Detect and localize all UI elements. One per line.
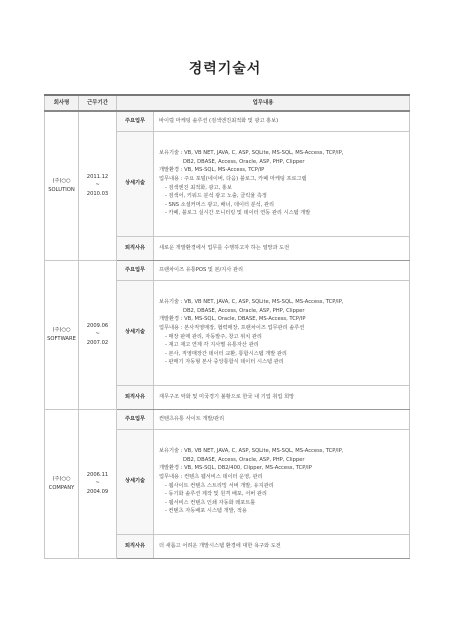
detail-line: - 컨텐츠 자동배포 시스템 개발, 적용 [165, 508, 247, 515]
detail-line: - 본사, 직영매장간 데이터 교환, 통합시스템 개발 관리 [165, 350, 287, 357]
work-period [79, 409, 117, 558]
detail-line: 업무내용 : 컨텐츠 웹서비스 데이터 운영, 관리 [159, 473, 263, 480]
detail-line: - 검색어, 키워드 분석 광고 노출, 클릭율 측정 [165, 193, 267, 200]
detail-line: DB2, DBASE, Access, Oracle, ASP, PHP, Clipper [183, 456, 305, 463]
detail-line: 개발환경 : VB, MS-SQL, DB2/400, Clipper, MS-Access, TCP/IP [159, 465, 312, 472]
company-name [45, 111, 79, 260]
detail-line: DB2, DBASE, Access, Oracle, ASP, PHP, Clipper [183, 158, 305, 165]
detail-line: 개발환경 : VB, MS-SQL, MS-Access, TCP/IP [159, 167, 265, 174]
detail-line: 보유기술 : VB, VB NET, JAVA, C, ASP, SQLite, MS-SQL, MS-Access, TCP/IP, [159, 448, 344, 455]
work-period-line: 2011.12 [86, 173, 109, 180]
detail-line: - 웹서비스 컨텐츠 인쇄 자동화 레포트툴 [165, 499, 256, 506]
detail-line: - 판매기 자동형 본사 중앙통합식 데이터 시스템 관리 [165, 359, 284, 366]
work-period [79, 111, 117, 260]
header-row [45, 95, 410, 111]
main-work-label: 주요업무 [117, 260, 154, 280]
detail-line: 개발환경 : VB, MS-SQL, Oracle, DBASE, MS-Access, TCP/IP [159, 316, 306, 323]
company-name-line: SOFTWARE [47, 335, 76, 342]
detail-line: DB2, DBASE, Access, Oracle, ASP, PHP, Clipper [183, 307, 305, 314]
career-table-body [45, 111, 410, 558]
leave-reason-value: 더 새롭고 어려운 개발시스템 환경에 대한 욕구와 도전 [154, 534, 410, 558]
detail-line: - 매장 판매 관리, 자동발주, 창고 위치 관리 [165, 333, 262, 340]
main-work-label: 주요업무 [117, 111, 154, 131]
details-label: 상세기술 [117, 131, 154, 236]
main-work-value: 프랜차이즈 유통POS 및 본/지사 관리 [154, 260, 410, 280]
work-period-line: 2009.06 [86, 322, 109, 329]
header-work: 업무내용 [117, 95, 410, 111]
table-row [45, 409, 410, 429]
detail-line: - 재고 재고 연계 각 지사별 유통자산 관리 [165, 342, 259, 349]
work-period-line: ~ [95, 331, 100, 338]
details-value [154, 131, 410, 236]
details-value [154, 280, 410, 385]
work-period-line: 2010.03 [86, 191, 109, 198]
detail-line: - 카페, 블로그 실시간 모니터링 및 데이터 연동 관리 시스템 개발 [165, 210, 311, 217]
company-name-line: SOLUTION [48, 186, 75, 193]
work-period-line: ~ [95, 480, 100, 487]
work-period-line: 2006.11 [86, 471, 109, 478]
details-label: 상세기술 [117, 429, 154, 534]
details-label: 상세기술 [117, 280, 154, 385]
company-name-line: (주)○○ [52, 475, 71, 482]
work-period-line: 2004.09 [86, 488, 109, 495]
detail-line: 업무내용 : 주요 포털(네이버, 다음) 블로그, 카페 마케팅 프로그램 [159, 175, 307, 182]
table-row [45, 260, 410, 280]
page-title: 경력기술서 [188, 61, 262, 77]
main-work-label: 주요업무 [117, 409, 154, 429]
detail-line: 보유기술 : VB, VB NET, JAVA, C, ASP, SQLite, MS-SQL, MS-Access, TCP/IP, [159, 299, 344, 306]
main-work-value: 바이럴 마케팅 솔루션 (검색엔진최적화 및 광고 홍보) [154, 111, 410, 131]
leave-reason-value: 새로운 개발환경에서 업무를 수행하고자 하는 열망과 도전 [154, 236, 410, 260]
detail-line: 보유기술 : VB, VB NET, JAVA, C, ASP, SQLite, MS-SQL, MS-Access, TCP/IP, [159, 150, 344, 157]
detail-line: - 웹사이트 컨텐츠 스트리밍 서버 개발, 유지관리 [165, 482, 274, 489]
work-period-line: ~ [95, 182, 100, 189]
work-period [79, 260, 117, 409]
leave-reason-value: 재무구조 악화 및 미국경기 불황으로 한국 내 기업 취업 희망 [154, 385, 410, 409]
detail-line: - SNS 소셜커머스 광고, 배너, 데이터 분석, 관리 [165, 201, 275, 208]
leave-reason-label: 퇴직사유 [117, 534, 154, 558]
company-name-line: (주)○○ [52, 178, 71, 185]
main-work-value: 컨텐츠유통 사이트 개발/관리 [154, 409, 410, 429]
leave-reason-label: 퇴직사유 [117, 236, 154, 260]
header-company: 회사명 [45, 95, 79, 111]
company-name [45, 260, 79, 409]
career-table [44, 94, 410, 559]
table-row [45, 111, 410, 131]
detail-line: 업무내용 : 본사직영매장, 협력매장, 프랜차이즈 업무관리 솔루션 [159, 324, 305, 331]
detail-line: - 동기화 솔루션 제작 및 원격 배포, 서버 관리 [165, 491, 267, 498]
details-value [154, 429, 410, 534]
work-period-line: 2007.02 [86, 339, 109, 346]
company-name-line: COMPANY [48, 484, 75, 491]
company-name-line: (주)○○ [52, 326, 71, 333]
header-period: 근무기간 [79, 95, 117, 111]
detail-line: - 검색엔진 최적화, 광고, 홍보 [165, 184, 232, 191]
company-name [45, 409, 79, 558]
leave-reason-label: 퇴직사유 [117, 385, 154, 409]
